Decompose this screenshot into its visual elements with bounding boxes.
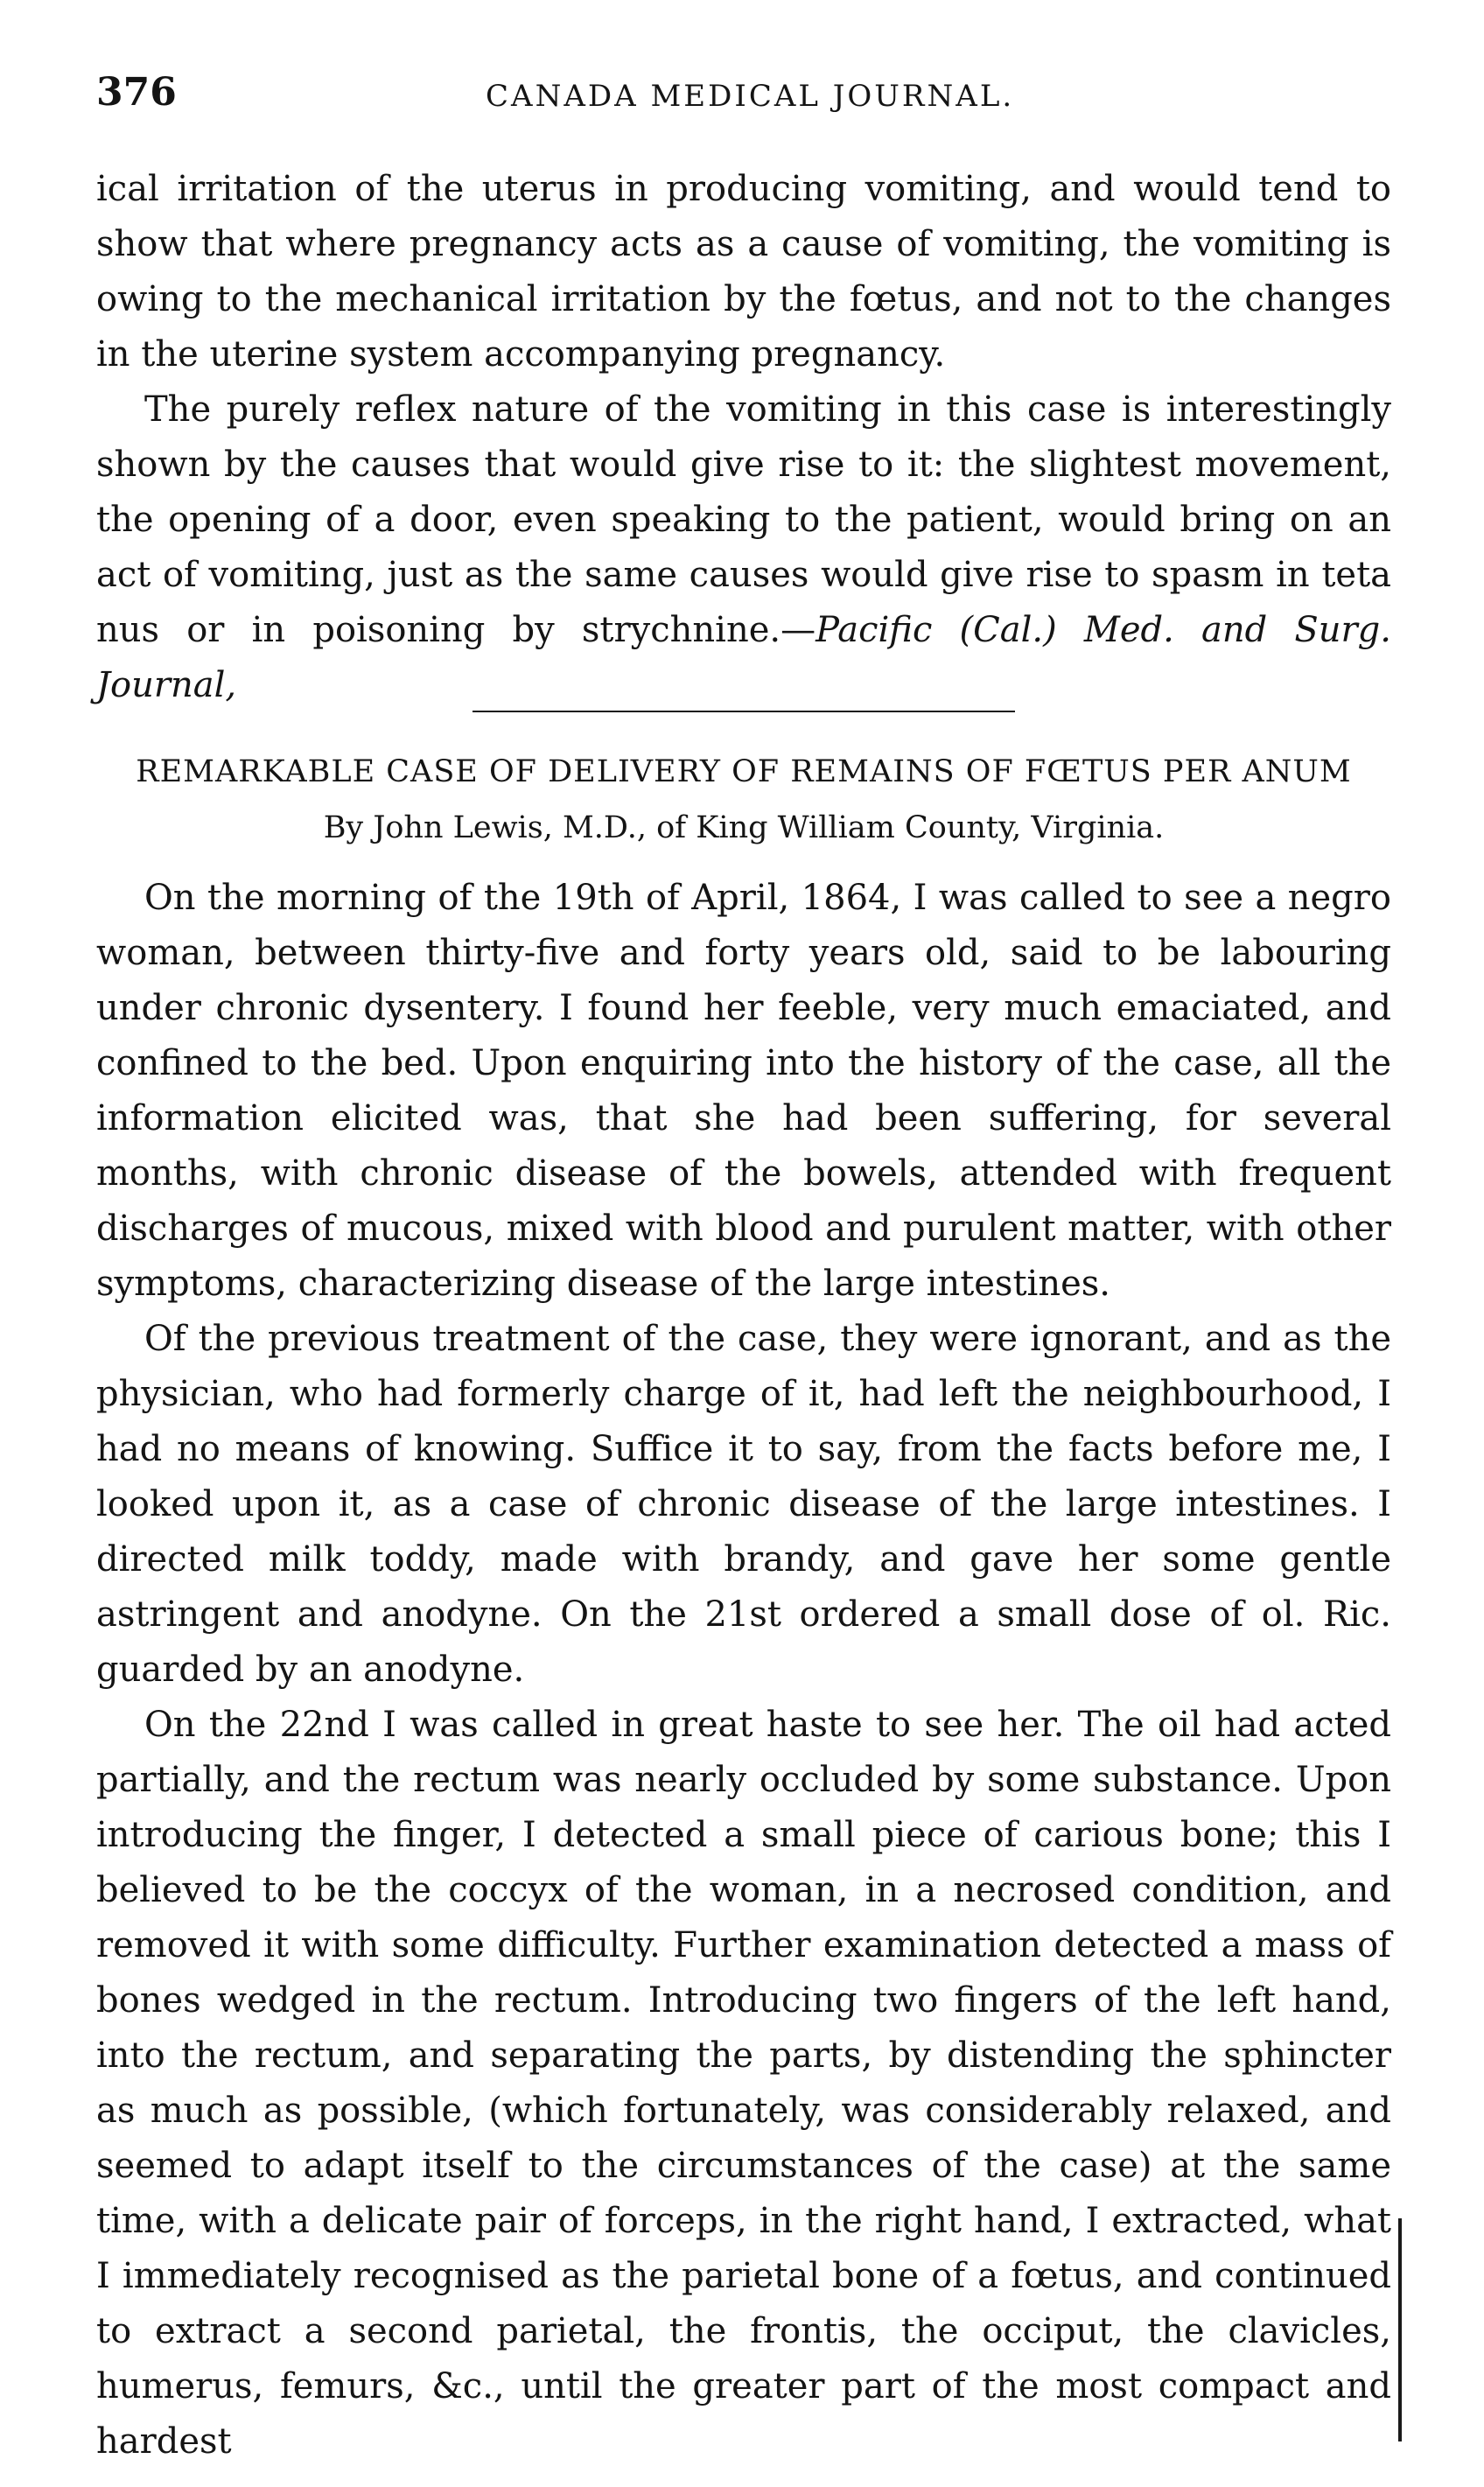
article-body [96, 871, 1391, 2469]
article-paragraph: On the morning of the 19th of April, 1864, I was called to see a negro woman, between thirty-five and forty years old, said to be labouring under chronic dysentery. I found her feeble, very much emaciated, and confined to the bed. Upon enquiring into the history of the case, all the information elicited was, that she had been suffering, for several months, with chronic disease of the bowels, attended with frequent discharges of mucous, mixed with blood and purulent matter, with other symptoms, characterizing disease of the large intestines. [96, 878, 1391, 1304]
continued-article [96, 162, 1391, 713]
article-title: REMARKABLE CASE OF DELIVERY OF REMAINS OF FŒTUS PER ANUM [136, 754, 1352, 789]
margin-mark [1398, 2218, 1402, 2441]
reflex-paragraph [96, 382, 1391, 713]
article-paragraph: On the 22nd I was called in great haste to see her. The oil had acted partially, and the rectum was nearly occluded by some substance. Upon introducing the finger, I detected a small piece of carious bone; this I believed to be the coccyx of the woman, in a necrosed condition, and removed it with some difficulty. Further examination detected a mass of bones wedged in the rectum. Introducing two fingers of the left hand, into the rectum, and separating the parts, by distending the sphincter as much as possible, (which fortunately, was considerably relaxed, and seemed to adapt itself to the circumstances of the case) at the same time, with a delicate pair of forceps, in the right hand, I extracted, what I immediately recognised as the parietal bone of a fœtus, and continued to extract a second parietal, the frontis, the occiput, the clavicles, humerus, femurs, &c., until the greater part of the most compact and hardest [96, 1705, 1391, 2462]
reflex-paragraph-text: The purely reflex nature of the vomiting in this case is interestingly shown by the causes that would give rise to it: the slightest movement, the opening of a door, even speaking to the patient, would bring on an act of vomiting, just as the same causes would give rise to spasm in teta nus or in poisoning by strychnine.— [96, 389, 1391, 650]
page-number: 376 [96, 70, 177, 115]
article-paragraph: Of the previous treatment of the case, they were ignorant, and as the physician, who had formerly charge of it, had left the neighbourhood, I had no means of knowing. Suffice it to say, from the facts before me, I looked upon it, as a case of chronic disease of the large intestines. I directed milk toddy, made with brandy, and gave her some gentle astringent and anodyne. On the 21st ordered a small dose of ol. Ric. guarded by an anodyne. [96, 1319, 1391, 1690]
continuation-paragraph: ical irritation of the uterus in producing vomiting, and would tend to show that where pregnancy acts as a cause of vomiting, the vomiting is owing to the mechanical irritation by the fœtus, and not to the changes in the uterine system accompanying pregnancy. [96, 169, 1391, 375]
journal-title: CANADA MEDICAL JOURNAL. [486, 79, 1015, 114]
source-citation: Pacific (Cal.) Med. and Surg. Journal, [96, 610, 1391, 705]
section-divider [472, 711, 1015, 712]
article-byline: By John Lewis, M.D., of King William County, Virginia. [323, 810, 1165, 845]
running-head [96, 70, 1409, 131]
